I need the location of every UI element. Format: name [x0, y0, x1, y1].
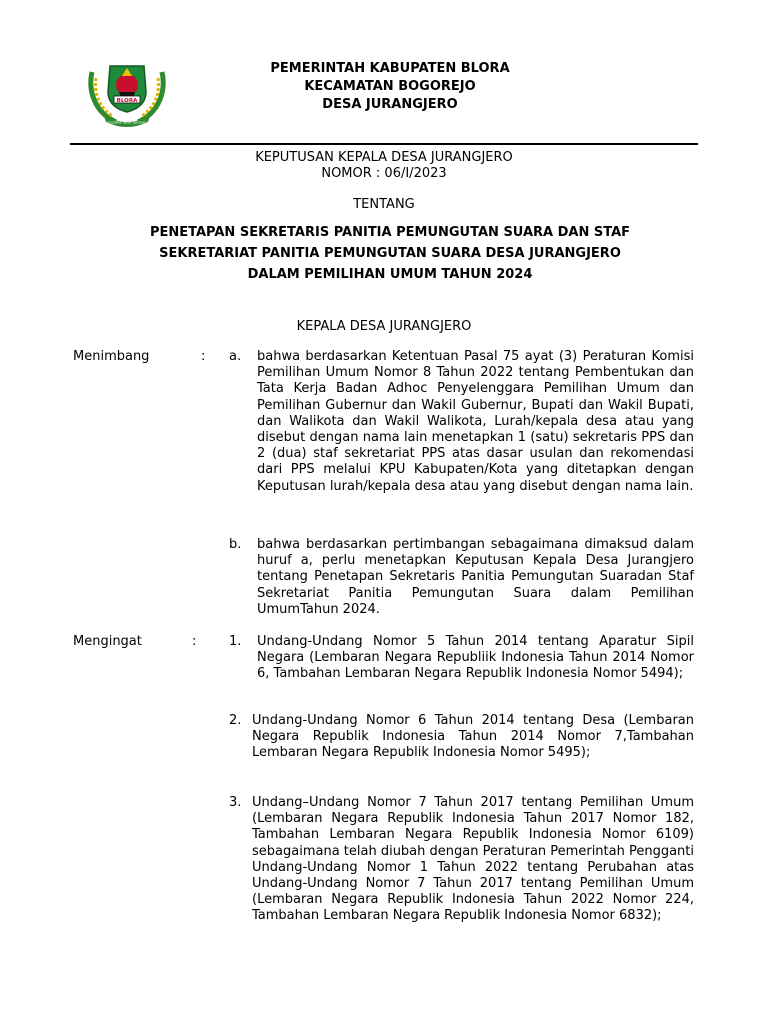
letterhead-village: DESA JURANGJERO — [322, 97, 458, 112]
decree-subject — [90, 222, 690, 285]
decree-title: KEPUTUSAN KEPALA DESA JURANGJERO — [255, 150, 513, 165]
menimbang-item-a-text: bahwa berdasarkan Ketentuan Pasal 75 ayat (3) Peraturan Komisi Pemilihan Umum Nomor 8 Tahun 2022 tentang Pembentukan dan Tata Kerja Badan Adhoc Penyelenggara Pemilihan Umum dan Pemilihan Gubernur dan Wakil Gubernur, Bupati dan Wakil Bupati, dan Walikota dan Wakil Walikota, Lurah/kepala desa atau yang disebut dengan nama lain menetapkan 1 (satu) sekretaris PPS dan 2 (dua) staf sekretariat PPS atas dasar usulan dan rekomendasi dari PPS melalui KPU Kabupaten/Kota yang ditetapkan dengan Keputusan lurah/kepala desa atau yang disebut dengan nama lain. — [257, 349, 694, 494]
menimbang-colon: : — [201, 349, 206, 364]
authority-heading: KEPALA DESA JURANGJERO — [296, 319, 472, 334]
menimbang-item-b-marker: b. — [229, 537, 242, 552]
letterhead-divider — [70, 143, 698, 145]
menimbang-item-b-text: bahwa berdasarkan pertimbangan sebagaimana dimaksud dalam huruf a, perlu menetapkan Keputusan Kepala Desa Jurangjero tentang Penetapan Sekretaris Panitia Pemungutan Suaradan Staf Sekretariat Panitia Pemungutan Suara dalam Pemilihan UmumTahun 2024. — [257, 537, 694, 617]
letterhead-district: KECAMATAN BOGOREJO — [304, 79, 476, 94]
menimbang-label: Menimbang — [73, 349, 150, 364]
mengingat-item-1-text: Undang-Undang Nomor 5 Tahun 2014 tentang Aparatur Sipil Negara (Lembaran Negara Republiik Indonesia Tahun 2014 Nomor 6, Tambahan Lembaran Negara Republik Indonesia Nomor 5494); — [257, 634, 694, 682]
mengingat-label: Mengingat — [73, 634, 142, 649]
letterhead — [200, 60, 580, 114]
mengingat-colon: : — [192, 634, 197, 649]
mengingat-item-3-marker: 3. — [229, 795, 242, 810]
letterhead-government: PEMERINTAH KABUPATEN BLORA — [270, 61, 510, 76]
blora-emblem-icon — [86, 58, 168, 128]
decree-number: NOMOR : 06/I/2023 — [321, 166, 447, 181]
subject-line-2: SEKRETARIAT PANITIA PEMUNGUTAN SUARA DESA JURANGJERO — [159, 246, 621, 261]
decree-about: TENTANG — [353, 197, 415, 212]
menimbang-item-a-marker: a. — [229, 349, 242, 364]
mengingat-item-2-marker: 2. — [229, 713, 242, 728]
svg-text:BLORA: BLORA — [116, 98, 138, 104]
subject-line-3: DALAM PEMILIHAN UMUM TAHUN 2024 — [247, 267, 533, 282]
mengingat-item-3-text: Undang–Undang Nomor 7 Tahun 2017 tentang Pemilihan Umum (Lembaran Negara Republik Indonesia Tahun 2017 Nomor 182, Tambahan Lembaran Negara Republik Indonesia Nomor 6109) sebagaimana telah diubah dengan Peraturan Pemerintah Pengganti Undang-Undang Nomor 1 Tahun 2022 tentang Perubahan atas Undang-Undang Nomor 7 Tahun 2017 tentang Pemilihan Umum (Lembaran Negara Republik Indonesia Tahun 2022 Nomor 224, Tambahan Lembaran Negara Republik Indonesia Nomor 6832); — [252, 795, 695, 924]
mengingat-item-1-marker: 1. — [229, 634, 242, 649]
svg-text:mustika desa bertuah: mustika desa bertuah — [107, 120, 147, 125]
mengingat-item-2-text: Undang-Undang Nomor 6 Tahun 2014 tentang Desa (Lembaran Negara Republik Indonesia Tahun 2014 Nomor 7,Tambahan Lembaran Negara Republik Indonesia Nomor 5495); — [252, 713, 694, 761]
subject-line-1: PENETAPAN SEKRETARIS PANITIA PEMUNGUTAN SUARA DAN STAF — [149, 225, 631, 240]
